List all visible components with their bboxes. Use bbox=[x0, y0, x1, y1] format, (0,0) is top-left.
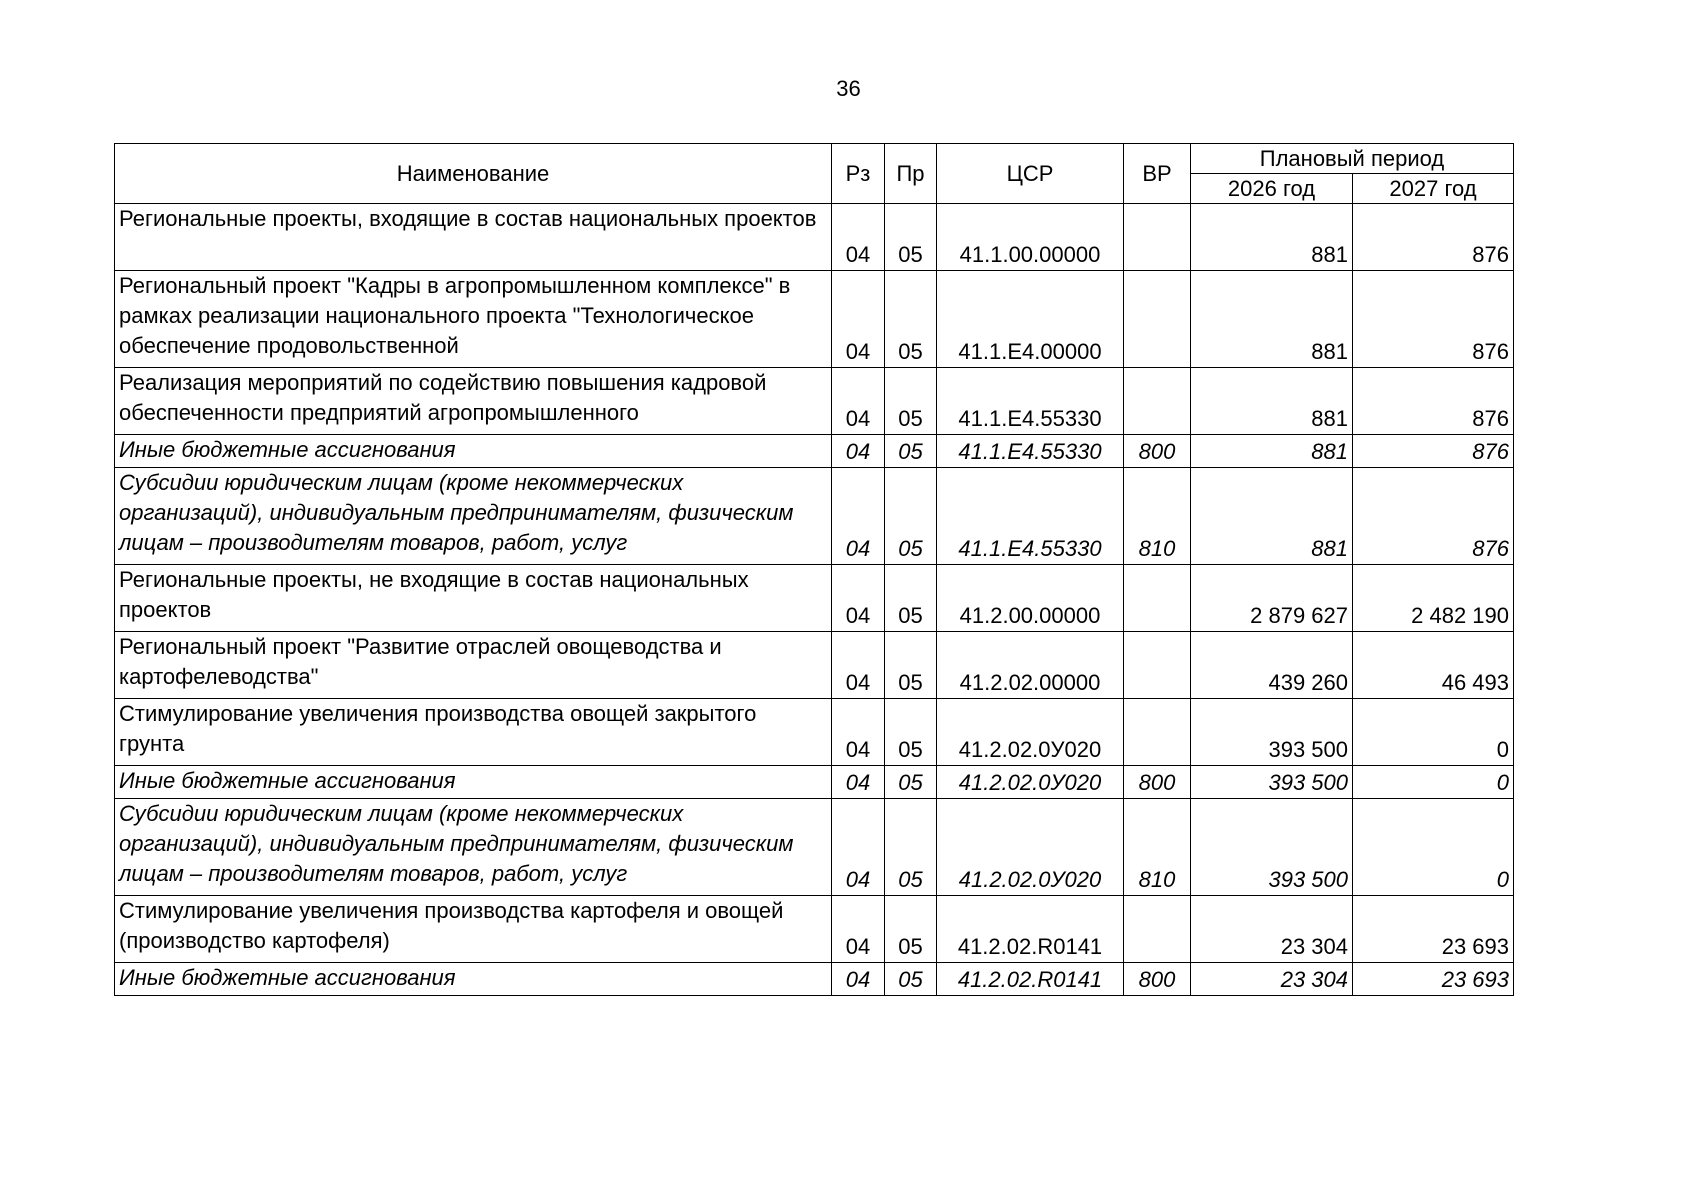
row-pr: 05 bbox=[885, 632, 937, 699]
table-row bbox=[115, 963, 1514, 996]
table-row bbox=[115, 271, 1514, 368]
row-2026: 439 260 bbox=[1191, 632, 1353, 699]
header-year-2026: 2026 год bbox=[1191, 174, 1353, 204]
header-year-2027: 2027 год bbox=[1353, 174, 1514, 204]
row-csr: 41.2.00.00000 bbox=[937, 565, 1124, 632]
row-pr: 05 bbox=[885, 565, 937, 632]
row-name: Субсидии юридическим лицам (кроме некоммерческих организаций), индивидуальным предпринимателям, физическим лицам – производителям товаров, работ, услуг bbox=[115, 468, 832, 565]
row-name: Реализация мероприятий по содействию повышения кадровой обеспеченности предприятий агропромышленного bbox=[119, 370, 767, 425]
row-vr bbox=[1124, 632, 1191, 699]
row-rz: 04 bbox=[832, 435, 885, 468]
row-rz: 04 bbox=[832, 963, 885, 996]
row-name: Иные бюджетные ассигнования bbox=[115, 766, 832, 799]
row-name: Субсидии юридическим лицам (кроме некоммерческих организаций), индивидуальным предпринимателям, физическим лицам – производителям товаров, работ, услуг bbox=[115, 799, 832, 896]
row-2026: 881 bbox=[1191, 204, 1353, 271]
header-name: Наименование bbox=[115, 144, 832, 204]
row-rz: 04 bbox=[832, 896, 885, 963]
row-pr: 05 bbox=[885, 963, 937, 996]
row-pr: 05 bbox=[885, 368, 937, 435]
table-row bbox=[115, 204, 1514, 271]
row-pr: 05 bbox=[885, 896, 937, 963]
row-rz: 04 bbox=[832, 766, 885, 799]
row-csr: 41.2.02.R0141 bbox=[937, 896, 1124, 963]
row-pr: 05 bbox=[885, 204, 937, 271]
row-rz: 04 bbox=[832, 271, 885, 368]
row-pr: 05 bbox=[885, 799, 937, 896]
row-2026: 881 bbox=[1191, 435, 1353, 468]
row-vr: 800 bbox=[1124, 766, 1191, 799]
page-number: 36 bbox=[836, 76, 861, 101]
row-name: Стимулирование увеличения производства картофеля и овощей (производство картофеля) bbox=[115, 896, 832, 963]
row-2026: 23 304 bbox=[1191, 896, 1353, 963]
row-2027: 23 693 bbox=[1353, 896, 1514, 963]
table-row bbox=[115, 699, 1514, 766]
row-csr: 41.1.E4.55330 bbox=[937, 368, 1124, 435]
row-rz: 04 bbox=[832, 632, 885, 699]
table-row bbox=[115, 896, 1514, 963]
row-csr: 41.2.02.R0141 bbox=[937, 963, 1124, 996]
row-2026: 393 500 bbox=[1191, 699, 1353, 766]
row-2026: 393 500 bbox=[1191, 766, 1353, 799]
row-vr bbox=[1124, 271, 1191, 368]
row-2027: 2 482 190 bbox=[1353, 565, 1514, 632]
table-row bbox=[115, 799, 1514, 896]
row-vr bbox=[1124, 699, 1191, 766]
row-csr: 41.2.02.0У020 bbox=[937, 699, 1124, 766]
row-pr: 05 bbox=[885, 468, 937, 565]
row-2026: 881 bbox=[1191, 368, 1353, 435]
row-2027: 876 bbox=[1353, 204, 1514, 271]
row-rz: 04 bbox=[832, 368, 885, 435]
table-row bbox=[115, 435, 1514, 468]
header-vr: ВР bbox=[1124, 144, 1191, 204]
row-2026: 23 304 bbox=[1191, 963, 1353, 996]
row-vr: 810 bbox=[1124, 468, 1191, 565]
row-name: Стимулирование увеличения производства овощей закрытого грунта bbox=[115, 699, 832, 766]
row-vr: 810 bbox=[1124, 799, 1191, 896]
row-name: Региональный проект "Развитие отраслей овощеводства и картофелеводства" bbox=[115, 632, 832, 699]
row-csr: 41.2.02.0У020 bbox=[937, 766, 1124, 799]
row-csr: 41.1.E4.00000 bbox=[937, 271, 1124, 368]
row-2027: 23 693 bbox=[1353, 963, 1514, 996]
row-name: Региональный проект "Кадры в агропромышленном комплексе" в рамках реализации национального проекта "Технологическое обеспечение продовольственной bbox=[119, 273, 791, 358]
row-csr: 41.2.02.00000 bbox=[937, 632, 1124, 699]
table-row bbox=[115, 368, 1514, 435]
row-csr: 41.2.02.0У020 bbox=[937, 799, 1124, 896]
row-csr: 41.1.00.00000 bbox=[937, 204, 1124, 271]
header-csr: ЦСР bbox=[937, 144, 1124, 204]
row-vr bbox=[1124, 368, 1191, 435]
row-vr bbox=[1124, 896, 1191, 963]
row-rz: 04 bbox=[832, 799, 885, 896]
header-pr: Пр bbox=[885, 144, 937, 204]
row-2027: 0 bbox=[1353, 799, 1514, 896]
row-2026: 881 bbox=[1191, 468, 1353, 565]
row-2027: 876 bbox=[1353, 435, 1514, 468]
table-row bbox=[115, 632, 1514, 699]
row-name: Региональные проекты, входящие в состав национальных проектов bbox=[115, 204, 832, 271]
row-pr: 05 bbox=[885, 699, 937, 766]
row-rz: 04 bbox=[832, 468, 885, 565]
row-csr: 41.1.E4.55330 bbox=[937, 435, 1124, 468]
table-row bbox=[115, 766, 1514, 799]
row-rz: 04 bbox=[832, 565, 885, 632]
row-2027: 876 bbox=[1353, 271, 1514, 368]
row-2027: 0 bbox=[1353, 699, 1514, 766]
row-2027: 0 bbox=[1353, 766, 1514, 799]
row-2027: 876 bbox=[1353, 368, 1514, 435]
row-pr: 05 bbox=[885, 766, 937, 799]
header-rz: Рз bbox=[832, 144, 885, 204]
row-csr: 41.1.E4.55330 bbox=[937, 468, 1124, 565]
row-pr: 05 bbox=[885, 271, 937, 368]
row-2026: 393 500 bbox=[1191, 799, 1353, 896]
header-plan-period: Плановый период bbox=[1191, 144, 1514, 174]
table-row bbox=[115, 468, 1514, 565]
row-2026: 881 bbox=[1191, 271, 1353, 368]
row-2027: 46 493 bbox=[1353, 632, 1514, 699]
row-vr bbox=[1124, 565, 1191, 632]
table-row bbox=[115, 565, 1514, 632]
row-name: Иные бюджетные ассигнования bbox=[115, 435, 832, 468]
row-name: Иные бюджетные ассигнования bbox=[115, 963, 832, 996]
row-rz: 04 bbox=[832, 204, 885, 271]
row-vr: 800 bbox=[1124, 435, 1191, 468]
row-pr: 05 bbox=[885, 435, 937, 468]
row-2026: 2 879 627 bbox=[1191, 565, 1353, 632]
row-name: Региональные проекты, не входящие в состав национальных проектов bbox=[115, 565, 832, 632]
row-rz: 04 bbox=[832, 699, 885, 766]
row-vr: 800 bbox=[1124, 963, 1191, 996]
row-vr bbox=[1124, 204, 1191, 271]
row-2027: 876 bbox=[1353, 468, 1514, 565]
budget-table bbox=[114, 143, 1514, 996]
